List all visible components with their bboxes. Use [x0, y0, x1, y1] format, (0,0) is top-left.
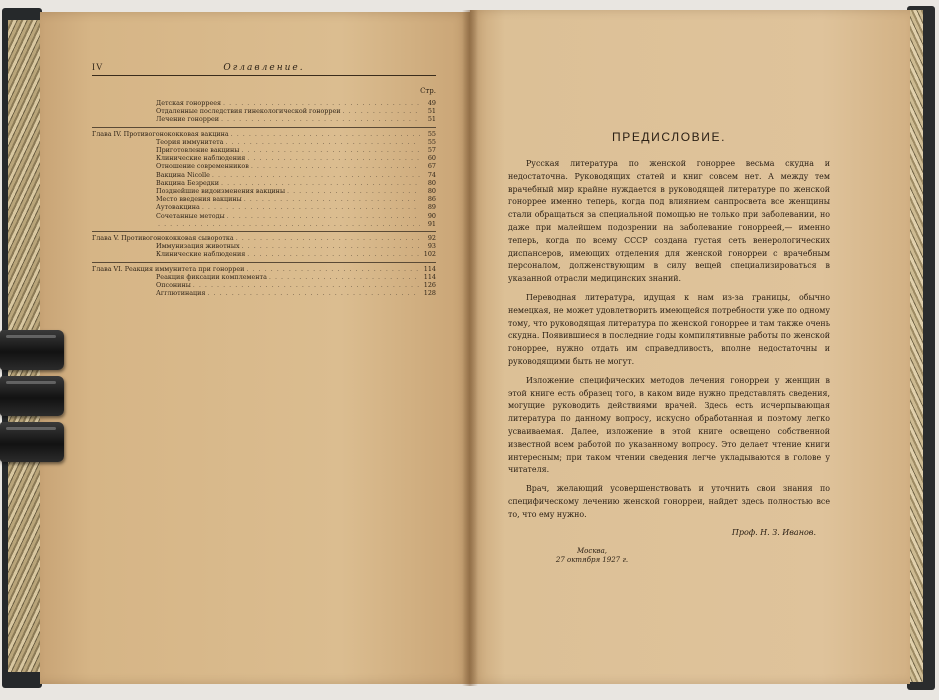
toc-entry-title: Агглютинация [156, 289, 206, 298]
toc-entry-title: Реакция фиксации комплемента [156, 272, 267, 281]
toc-entry-page: 128 [423, 289, 436, 298]
toc-entry-title: Место введения вакцины [156, 195, 242, 204]
toc-divider [92, 231, 436, 232]
toc-entry-page: 92 [427, 234, 436, 243]
toc-entry-page: 86 [427, 195, 436, 204]
toc-entry-title: Отношение современников [156, 162, 249, 171]
toc-entry-title: Вакцина Безредки [156, 178, 219, 187]
preface [508, 130, 830, 565]
toc-leader-dots [247, 154, 420, 162]
toc-leader-dots [207, 289, 420, 297]
toc-entry-title: Теория иммунитета [156, 137, 224, 146]
toc-divider [92, 127, 436, 128]
toc-chapter-row [92, 130, 436, 138]
page-column-label: Стр. [420, 87, 436, 95]
toc-leader-dots [212, 171, 420, 179]
toc-entry-page: 80 [427, 187, 436, 196]
signature: Проф. Н. З. Иванов. [731, 527, 816, 537]
preface-paragraph-4: Врач, желающий усовершенствовать и уточнить свои знания по специфическому лечению женской гонорреи, найдет здесь полностью все то, что ему нужно. [508, 484, 830, 519]
toc-leader-dots [227, 212, 420, 220]
toc-leader-dots [241, 146, 420, 154]
toc-entry-page: 114 [423, 264, 436, 273]
toc-chapter-row [92, 265, 436, 273]
toc-row [92, 115, 436, 123]
toc-leader-dots [287, 187, 420, 195]
place-date [552, 547, 632, 565]
toc-leader-dots [225, 138, 420, 146]
toc-leader-dots [247, 250, 420, 258]
toc-list [92, 99, 436, 297]
preface-heading: ПРЕДИСЛОВИЕ. [611, 130, 727, 144]
toc-entry-page: 126 [423, 281, 436, 290]
toc-row [92, 99, 436, 107]
toc-leader-dots [202, 203, 420, 211]
toc-row [92, 146, 436, 154]
preface-paragraph-2: Переводная литература, идущая к нам из-за границы, обычно немецкая, не может удовлетворить имеющейся потребности уже по одному тому, что руководящая литература по женской гонорреe и там также очень скудна. Появившиеся в последние годы компилятивные работы по женской гонорреe, нужно отдать им справедливость, вполне недостаточны и руководящими быть не могут. [508, 292, 830, 366]
toc-row [92, 250, 436, 258]
table-of-contents [92, 62, 436, 297]
toc-row [92, 289, 436, 297]
toc-row [92, 220, 436, 228]
toc-leader-dots [223, 99, 420, 107]
preface-paragraph-1: Русская литература по женской гонорреe весьма скудна и недостаточна. Руководящих статей и книг совсем нет. А между тем врачебный мир крайне нуждается в руководящей литературе по женской гонорреe именно теперь, когда под влиянием санпросвета все женщины стали обращаться за специальной помощью не только при заболевании, но даже при малейшем подозрении на заболевание гонорреей,— именно теперь, когда по всему СССР создана густая сеть венерологических диспансеров, имеющих отделения для женской гонорреи с врачебным персоналом, долженствующим в силу вещей специализироваться в указанной отрасли медицинских знаний. [508, 159, 830, 284]
toc-entry-title: Аутовакцина [156, 203, 200, 212]
toc-entry-page: 90 [427, 211, 436, 220]
toc-entry-page: 67 [427, 162, 436, 171]
toc-entry-title: Глава V. Противогонококковая сыворотка [92, 234, 234, 243]
toc-row [92, 203, 436, 211]
toc-leader-dots [269, 273, 420, 281]
toc-leader-dots [231, 130, 420, 138]
toc-entry-page: 49 [427, 99, 436, 107]
toc-leader-dots [221, 115, 420, 123]
toc-leader-dots [221, 179, 420, 187]
toc-row [92, 281, 436, 289]
toc-entry-page: 51 [427, 107, 436, 116]
toc-entry-page: 89 [427, 203, 436, 212]
toc-divider [92, 262, 436, 263]
toc-row [92, 212, 436, 220]
toc-row [92, 242, 436, 250]
toc-entry-title: Глава VI. Реакция иммунитета при гонорреи [92, 264, 245, 273]
toc-chapter-row [92, 234, 436, 242]
toc-row [92, 195, 436, 203]
toc-entry-page: 91 [427, 219, 436, 228]
toc-leader-dots [343, 107, 420, 115]
binder-clip-1 [0, 330, 64, 370]
toc-leader-dots [236, 234, 420, 242]
toc-entry-title: Вакцина Nicolle [156, 170, 210, 179]
toc-entry-title: Опсонины [156, 281, 191, 290]
toc-row [92, 187, 436, 195]
toc-entry-title: Позднейшие видоизменения вакцины [156, 187, 286, 196]
toc-entry-page: 74 [427, 170, 436, 179]
toc-leader-dots [158, 220, 420, 228]
page-number: IV [92, 62, 104, 72]
toc-entry-page: 80 [427, 178, 436, 187]
toc-entry-page: 57 [427, 146, 436, 155]
toc-entry-title: Клинические наблюдения [156, 250, 246, 259]
toc-row [92, 138, 436, 146]
toc-leader-dots [193, 281, 420, 289]
toc-entry-title: Клинические наблюдения [156, 154, 246, 163]
toc-row [92, 107, 436, 115]
toc-entry-title: Лечение гонорреи [156, 115, 219, 124]
toc-entry-title: Детская гонорреея [156, 99, 222, 107]
toc-entry-page: 114 [423, 272, 436, 281]
binder-clip-3 [0, 422, 64, 462]
toc-row [92, 171, 436, 179]
toc-entry-page: 93 [427, 242, 436, 251]
toc-row [92, 179, 436, 187]
toc-entry-title: Отдаленные последствия гинекологической гонорреи [156, 107, 341, 116]
toc-entry-title: Сочетанные методы [156, 211, 225, 220]
toc-entry-title: Приготовление вакцины [156, 146, 240, 155]
toc-entry-page: 102 [423, 250, 436, 259]
running-header [92, 62, 436, 76]
toc-leader-dots [246, 265, 420, 273]
toc-entry-page: 55 [427, 129, 436, 138]
toc-entry-title: Иммунизация животных [156, 242, 240, 251]
book-gutter [462, 10, 478, 686]
toc-entry-title: Глава IV. Противогонококковая вакцина [92, 129, 229, 138]
toc-row [92, 154, 436, 162]
date: 27 октября 1927 г. [555, 555, 629, 564]
toc-row [92, 162, 436, 170]
toc-entry-page: 55 [427, 137, 436, 146]
toc-entry-page: 51 [427, 115, 436, 124]
toc-leader-dots [244, 195, 420, 203]
place: Москва, [577, 546, 607, 555]
toc-leader-dots [242, 242, 420, 250]
toc-leader-dots [251, 162, 420, 170]
running-title: Оглавление. [223, 63, 305, 73]
preface-paragraph-3: Изложение специфических методов лечения гонорреи у женщин в этой книге есть образец того, в каком виде нужно представлять сведения, могущие руководить действиями врачей. Здесь есть исчерпывающая литература по данному вопросу, искусно обработанная и поэтому легко усваиваемая. Далее, изложение в этой книге освещено собственной известной всем работой по указанному вопросу. Это делает чтение книги интересным; при таком чтении сведения легче укладываются в голове у читателя. [508, 375, 830, 475]
toc-row [92, 273, 436, 281]
toc-entry-page: 60 [427, 154, 436, 163]
binder-clip-2 [0, 376, 64, 416]
